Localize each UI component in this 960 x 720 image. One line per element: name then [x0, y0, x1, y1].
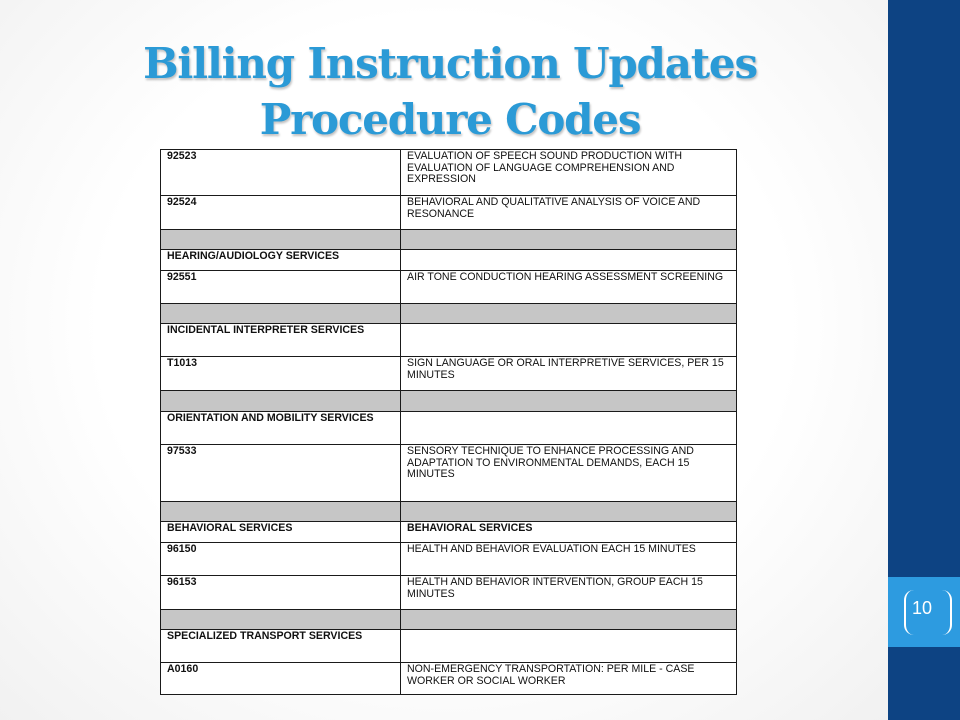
separator-row — [161, 391, 737, 412]
code-cell: T1013 — [161, 357, 401, 391]
section-heading: INCIDENTAL INTERPRETER SERVICES — [161, 324, 401, 357]
section-row — [161, 522, 737, 543]
section-row — [161, 250, 737, 271]
section-heading: BEHAVIORAL SERVICES — [161, 522, 401, 543]
code-cell: 96153 — [161, 576, 401, 610]
section-row — [161, 324, 737, 357]
page-number: 10 — [911, 598, 933, 618]
code-cell: 92524 — [161, 196, 401, 230]
description-cell: SENSORY TECHNIQUE TO ENHANCE PROCESSING AND ADAPTATION TO ENVIRONMENTAL DEMANDS, EACH 15 MINUTES — [401, 445, 737, 502]
table-row — [161, 663, 737, 695]
table-row — [161, 576, 737, 610]
description-cell: SIGN LANGUAGE OR ORAL INTERPRETIVE SERVICES, PER 15 MINUTES — [401, 357, 737, 391]
description-cell: HEALTH AND BEHAVIOR INTERVENTION, GROUP EACH 15 MINUTES — [401, 576, 737, 610]
code-cell: A0160 — [161, 663, 401, 695]
code-cell: 96150 — [161, 543, 401, 576]
table-row — [161, 271, 737, 304]
table-row — [161, 150, 737, 196]
code-cell: 97533 — [161, 445, 401, 502]
section-row — [161, 412, 737, 445]
description-cell: BEHAVIORAL AND QUALITATIVE ANALYSIS OF VOICE AND RESONANCE — [401, 196, 737, 230]
description-cell: HEALTH AND BEHAVIOR EVALUATION EACH 15 MINUTES — [401, 543, 737, 576]
slide-title — [100, 36, 800, 148]
description-cell: AIR TONE CONDUCTION HEARING ASSESSMENT SCREENING — [401, 271, 737, 304]
separator-row — [161, 610, 737, 630]
section-heading-right: BEHAVIORAL SERVICES — [401, 522, 737, 543]
procedure-codes-table — [160, 149, 737, 695]
title-line-1: Billing Instruction Updates — [143, 39, 757, 88]
section-heading: HEARING/AUDIOLOGY SERVICES — [161, 250, 401, 271]
table-row — [161, 196, 737, 230]
code-cell: 92551 — [161, 271, 401, 304]
table-row — [161, 543, 737, 576]
description-cell: NON-EMERGENCY TRANSPORTATION: PER MILE - CASE WORKER OR SOCIAL WORKER — [401, 663, 737, 695]
section-heading: SPECIALIZED TRANSPORT SERVICES — [161, 630, 401, 663]
separator-row — [161, 502, 737, 522]
description-cell: EVALUATION OF SPEECH SOUND PRODUCTION WITH EVALUATION OF LANGUAGE COMPREHENSION AND EXPRESSION — [401, 150, 737, 196]
table-row — [161, 357, 737, 391]
separator-row — [161, 230, 737, 250]
section-heading: ORIENTATION AND MOBILITY SERVICES — [161, 412, 401, 445]
title-line-2: Procedure Codes — [259, 95, 641, 144]
section-row — [161, 630, 737, 663]
code-cell: 92523 — [161, 150, 401, 196]
table-row — [161, 445, 737, 502]
separator-row — [161, 304, 737, 324]
